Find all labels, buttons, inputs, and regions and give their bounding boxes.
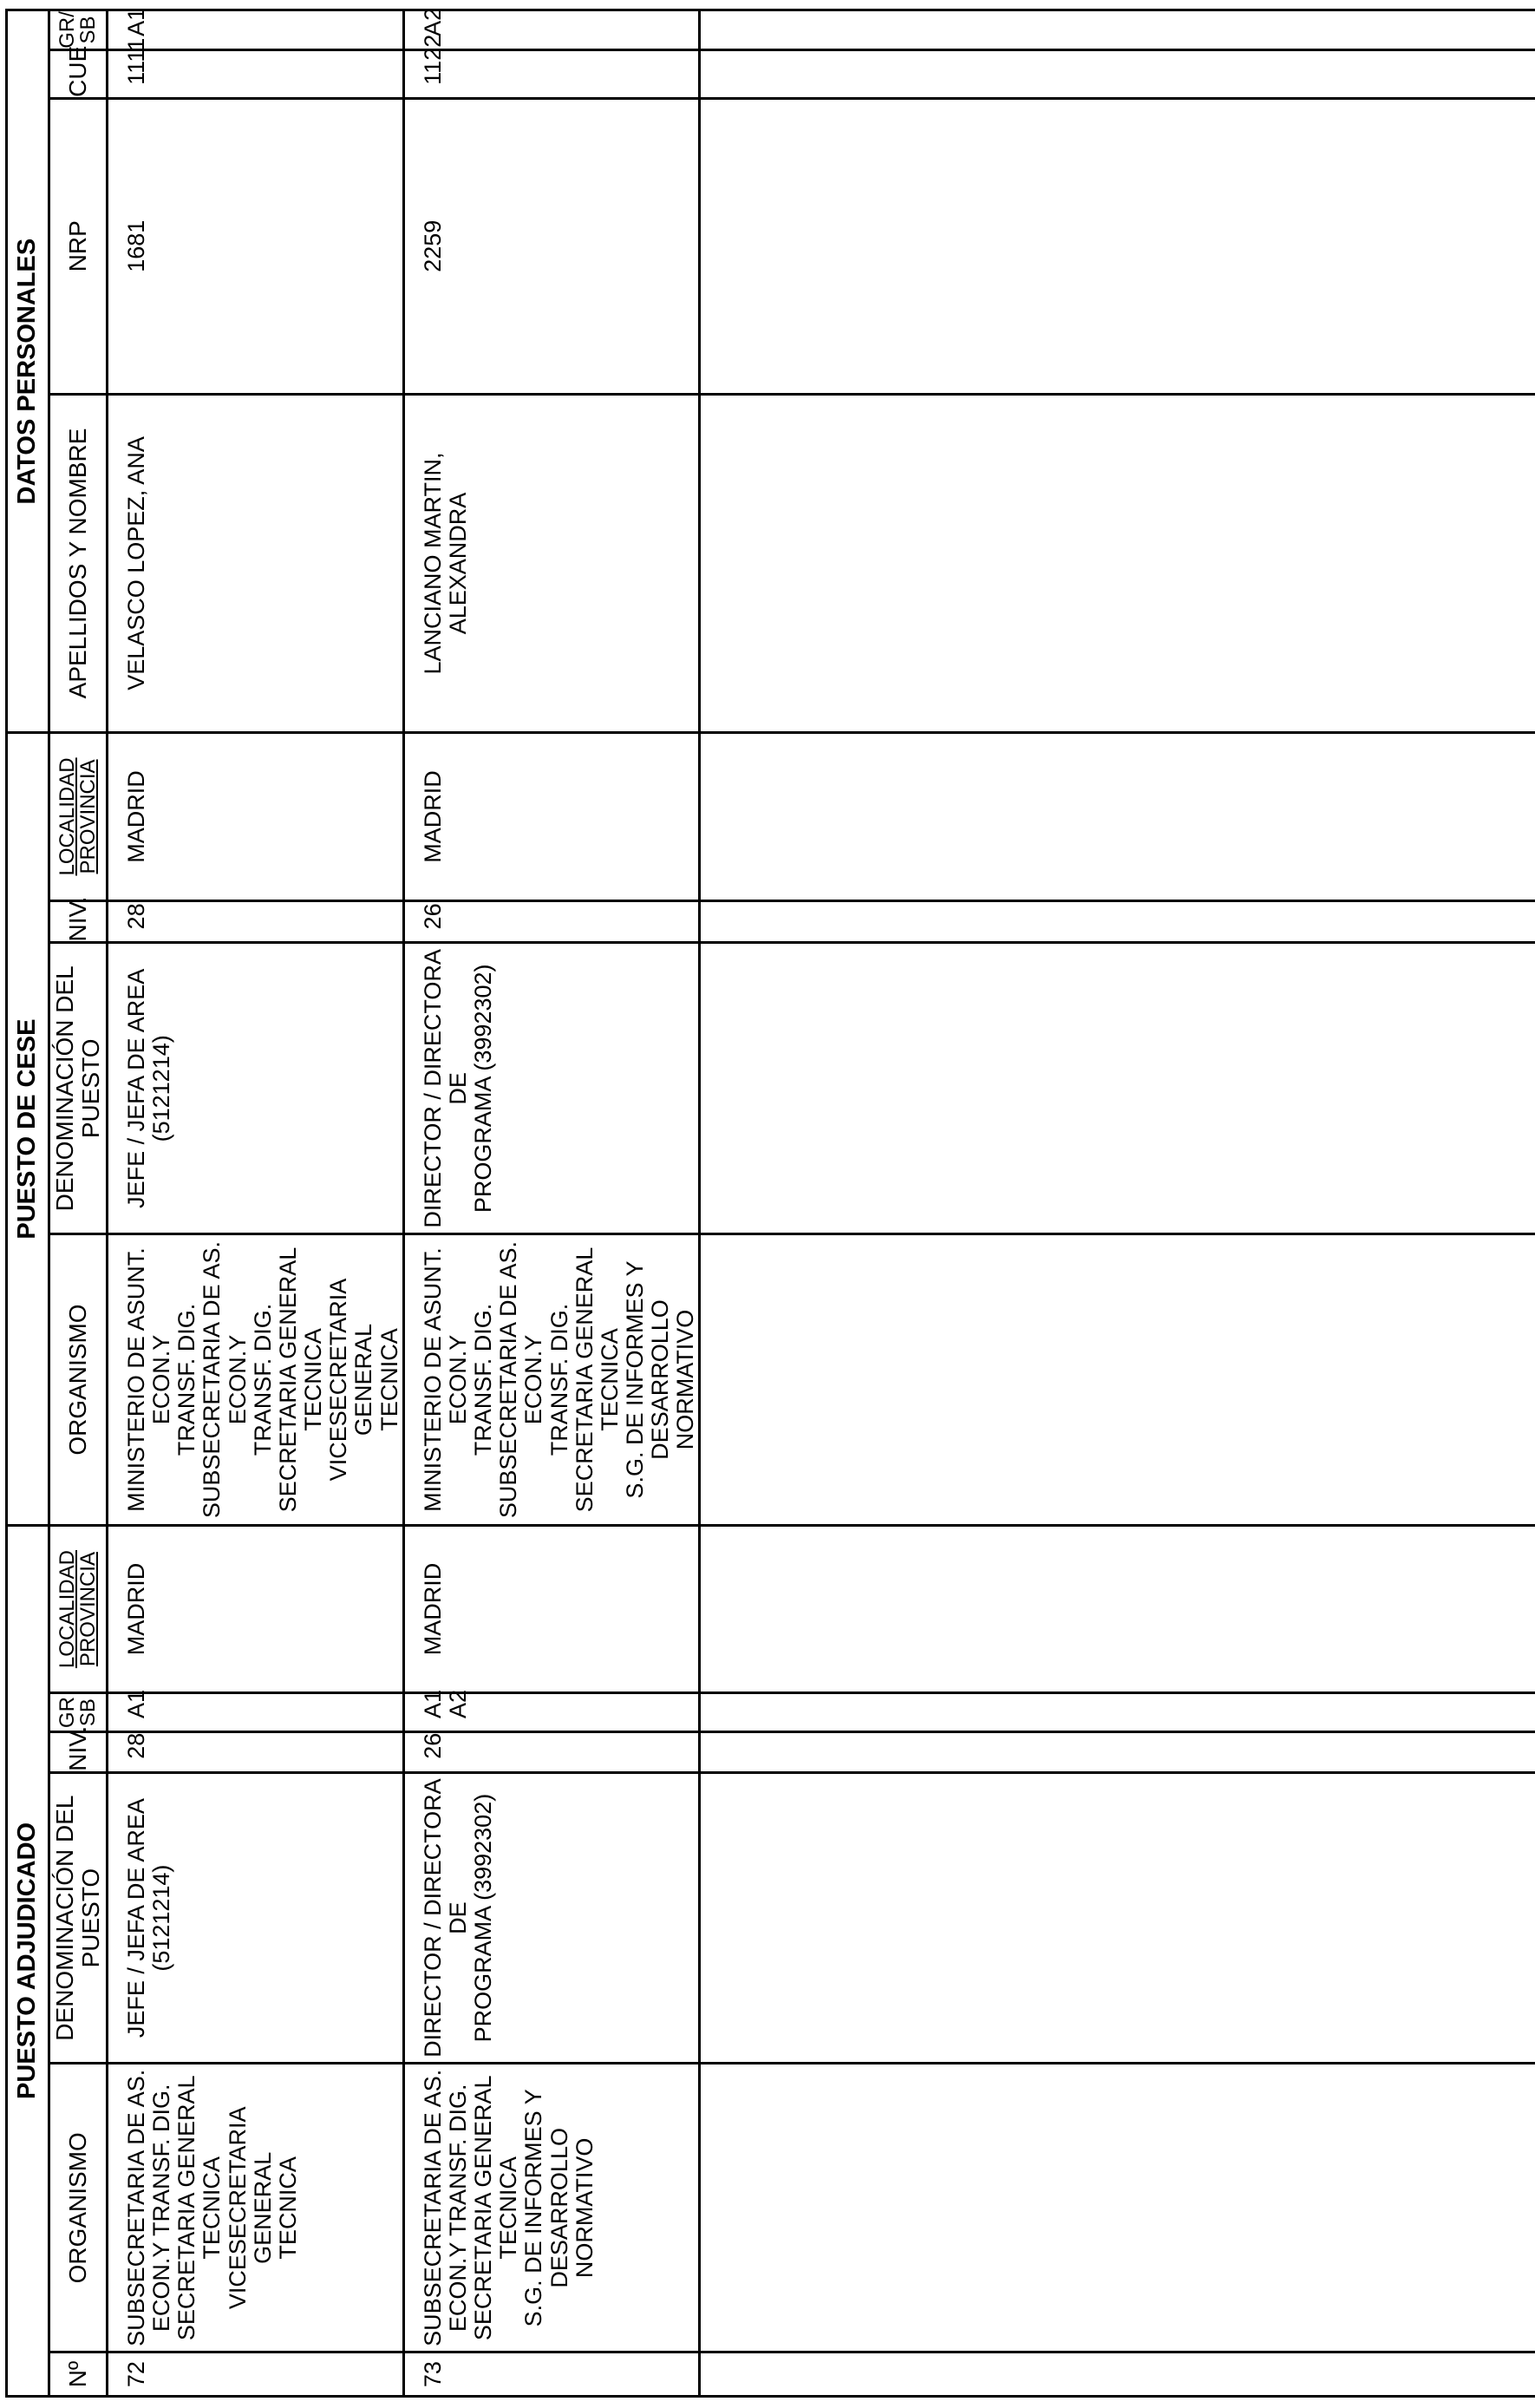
empty-cell (700, 1525, 1535, 1692)
cell-gr-sb-line: A1 (123, 1689, 149, 1718)
header-organismo-cese: ORGANISMO (49, 1234, 108, 1526)
section-datos-personales: DATOS PERSONALES (7, 10, 49, 733)
header-denominacion: DENOMINACIÓN DEL PUESTO (49, 1772, 108, 2064)
cell-niv-cese: 26 (403, 900, 700, 943)
cell-localidad-cese: MADRID (108, 733, 404, 900)
header-cue: CUE (49, 49, 108, 98)
cell-gr-sb (108, 1689, 404, 1732)
header-localidad-provincia (49, 1525, 108, 1692)
cell-cue: 1122 (403, 49, 700, 98)
cell-organismo-cese-line: TRANSF. DIG. (249, 1303, 276, 1456)
cell-organismo-line: S.G. DE INFORMES Y (520, 2089, 547, 2327)
cell-organismo-line: DESARROLLO NORMATIVO (545, 2128, 598, 2288)
header-denominacion-cese: DENOMINACIÓN DEL PUESTO (49, 943, 108, 1234)
cell-organismo (108, 2064, 404, 2352)
adjudication-table (5, 9, 1535, 2398)
header-localidad: LOCALIDAD (56, 1550, 80, 1669)
cell-gr-sb-personal: A2 (403, 10, 700, 50)
empty-cell (700, 900, 1535, 943)
header-provincia-cese: PROVINCIA (76, 759, 100, 874)
cell-denominacion (108, 1772, 404, 2064)
cell-organismo-line: TECNICA (495, 2156, 522, 2260)
section-puesto-cese: PUESTO DE CESE (7, 733, 49, 1526)
cell-denominacion-line: JEFE / JEFA DE AREA (5121214) (123, 1798, 175, 2038)
cell-organismo-line: SECRETARIA GENERAL (470, 2075, 497, 2341)
section-header-row (7, 10, 49, 2397)
cell-organismo-line: SUBSECRETARIA DE AS. (419, 2069, 446, 2346)
header-organismo: ORGANISMO (49, 2064, 108, 2352)
table-row (108, 10, 404, 2397)
cell-organismo-cese-line: TRANSF. DIG. (173, 1303, 200, 1456)
cell-organismo-line: VICESECRETARIA GENERAL (224, 2106, 276, 2310)
header-gr-sb-personal (49, 10, 108, 50)
header-sb: SB (76, 1698, 100, 1727)
cell-denominacion-cese-line: DIRECTOR / DIRECTORA DE (419, 949, 471, 1228)
cell-organismo-cese-line: DESARROLLO NORMATIVO (647, 1299, 699, 1460)
cell-niv: 26 (403, 1731, 700, 1772)
cell-localidad-cese: MADRID (403, 733, 700, 900)
header-nrp: NRP (49, 98, 108, 394)
empty-cell (700, 394, 1535, 733)
header-localidad-cese: LOCALIDAD (56, 757, 80, 876)
cell-gr-sb-personal: A1 (108, 10, 404, 50)
cell-localidad: MADRID (108, 1525, 404, 1692)
empty-cell (700, 1693, 1535, 1732)
header-gr: GR (56, 1697, 80, 1729)
cell-niv: 28 (108, 1731, 404, 1772)
cell-organismo-cese-line: TRANSF. DIG. (545, 1303, 572, 1456)
header-num: Nº (49, 2352, 108, 2397)
cell-gr-sb-line: A1 (419, 1689, 446, 1718)
cell-organismo-cese-line: MINISTERIO DE ASUNT. ECON.Y (419, 1247, 471, 1512)
cell-organismo-cese (108, 1234, 404, 1526)
cell-organismo-line: ECON.Y TRANSF. DIG. (444, 2084, 471, 2333)
cell-organismo-cese-line: S.G. DE INFORMES Y (621, 1260, 648, 1499)
cell-denominacion-line: DIRECTOR / DIRECTORA DE (419, 1778, 471, 2058)
table-body (108, 7, 1535, 2397)
cell-organismo (403, 2064, 700, 2352)
cell-organismo-cese-line: SUBSECRETARIA DE AS. ECON.Y (199, 1240, 251, 1519)
empty-cell (700, 2064, 1535, 2352)
empty-cell (700, 98, 1535, 394)
empty-cell (700, 10, 1535, 50)
empty-cell (700, 1731, 1535, 1772)
header-sb-personal: SB (76, 16, 100, 44)
cell-localidad: MADRID (403, 1525, 700, 1692)
cell-apellidos-nombre: LANCIANO MARTIN, ALEXANDRA (403, 394, 700, 733)
cell-num: 73 (403, 2352, 700, 2397)
header-provincia: PROVINCIA (76, 1552, 100, 1667)
empty-cell (700, 1234, 1535, 1526)
cell-denominacion (403, 1772, 700, 2064)
cell-organismo-line: SECRETARIA GENERAL (173, 2075, 200, 2341)
section-puesto-adjudicado: PUESTO ADJUDICADO (7, 1525, 49, 2396)
cell-nrp: 1681 (108, 98, 404, 394)
empty-cell (700, 2352, 1535, 2397)
cell-organismo-cese-line: TECNICA (376, 1328, 402, 1431)
header-niv: NIV. (49, 1731, 108, 1772)
cell-organismo-cese (403, 1234, 700, 1526)
cell-niv-cese: 28 (108, 900, 404, 943)
empty-cell (700, 1772, 1535, 2064)
cell-organismo-cese-line: SUBSECRETARIA DE AS. ECON.Y (495, 1240, 547, 1519)
header-localidad-provincia-cese (49, 733, 108, 900)
header-gr-sb (49, 1693, 108, 1732)
empty-cell (700, 49, 1535, 98)
header-apellidos-nombre: APELLIDOS Y NOMBRE (49, 394, 108, 733)
cell-gr-sb-line: A2 (444, 1689, 471, 1718)
cell-denominacion-cese-line: JEFE / JEFA DE AREA (5121214) (123, 968, 175, 1208)
cell-nrp: 2259 (403, 98, 700, 394)
cell-denominacion-cese (108, 943, 404, 1234)
cell-cue: 1111 (108, 49, 404, 98)
cell-organismo-cese-line: MINISTERIO DE ASUNT. ECON.Y (123, 1247, 175, 1512)
table-row-empty (700, 10, 1535, 2397)
cell-organismo-cese-line: SECRETARIA GENERAL TECNICA (571, 1247, 623, 1513)
empty-cell (700, 943, 1535, 1234)
cell-num: 72 (108, 2352, 404, 2397)
header-gr-personal: GR/ (56, 11, 80, 49)
cell-organismo-line: SUBSECRETARIA DE AS. (123, 2069, 149, 2346)
cell-denominacion-line: PROGRAMA (3992302) (470, 1793, 497, 2043)
column-header-row (49, 10, 108, 2397)
cell-organismo-cese-line: SECRETARIA GENERAL TECNICA (274, 1247, 327, 1513)
cell-organismo-line: TECNICA (199, 2156, 225, 2260)
cell-organismo-cese-line: VICESECRETARIA GENERAL (325, 1278, 377, 1482)
cell-organismo-line: ECON.Y TRANSF. DIG. (148, 2084, 175, 2333)
header-niv-cese: NIV. (49, 900, 108, 943)
cell-gr-sb (403, 1689, 700, 1732)
cell-apellidos-nombre: VELASCO LOPEZ, ANA (108, 394, 404, 733)
cell-organismo-cese-line: TRANSF. DIG. (470, 1303, 497, 1456)
empty-cell (700, 733, 1535, 900)
cell-organismo-line: TECNICA (274, 2156, 301, 2260)
cell-denominacion-cese-line: PROGRAMA (3992302) (470, 964, 497, 1214)
table-row (403, 10, 700, 2397)
cell-denominacion-cese (403, 943, 700, 1234)
